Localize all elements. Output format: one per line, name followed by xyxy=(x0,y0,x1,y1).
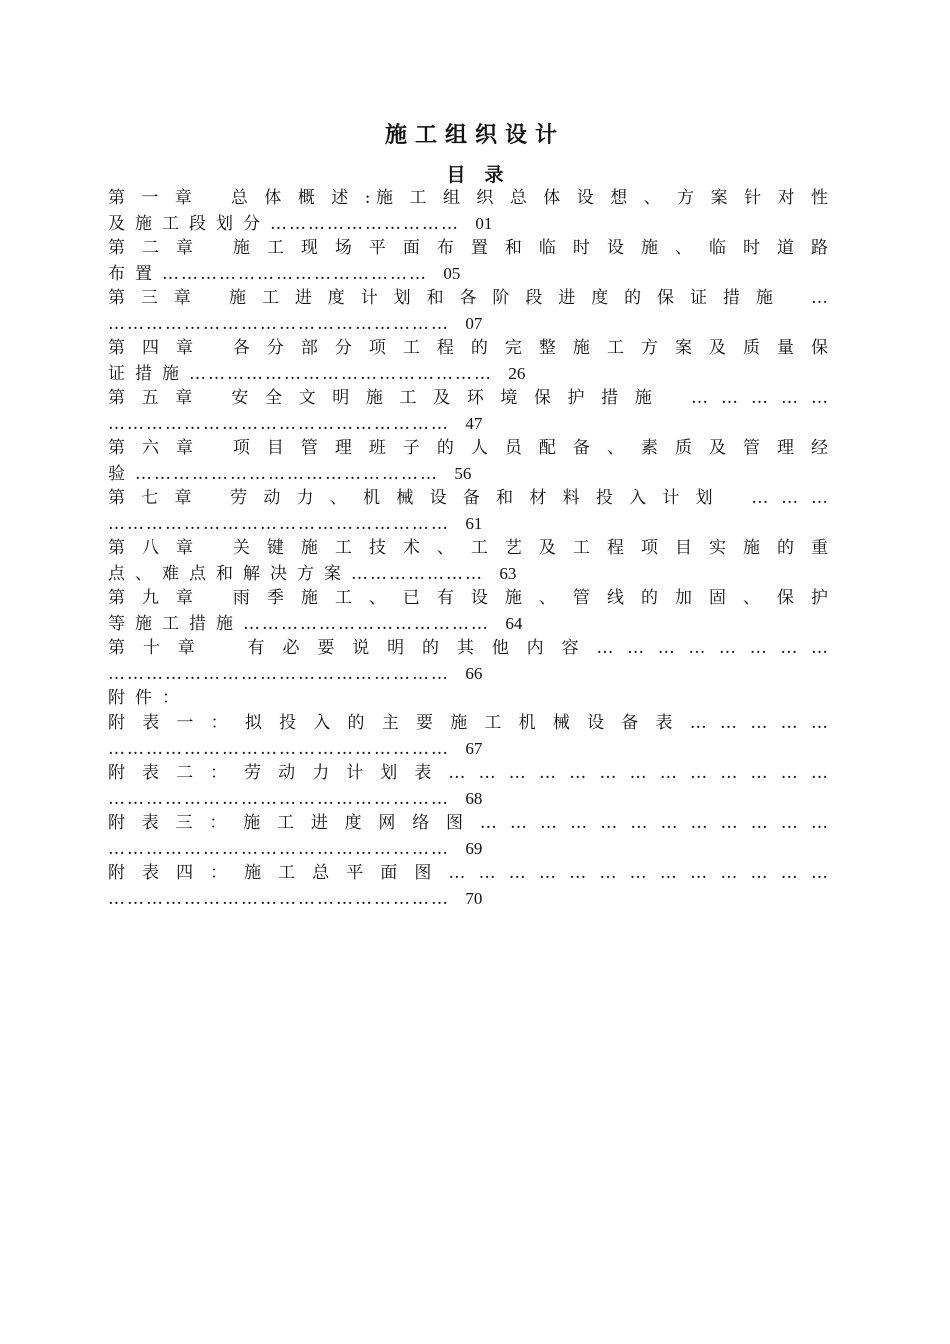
toc-entry-chapter-2-line1[interactable]: 第 二 章 施 工 现 场 平 面 布 置 和 临 时 设 施 、 临 时 道 路 xyxy=(108,238,830,258)
toc-entry-appendix-2-line1[interactable]: 附 表 二 ： 劳 动 力 计 划 表 … … … … … … … … … … … … … xyxy=(108,763,830,783)
toc-entry-text: 证措施 xyxy=(108,364,189,384)
page-number: 68 xyxy=(465,789,483,808)
leader-dots: ……………………………………………… xyxy=(108,839,450,859)
page-number: 64 xyxy=(505,614,523,633)
toc-entry-appendix-1-line2[interactable] xyxy=(108,736,830,761)
toc-entry-chapter-3-line2[interactable] xyxy=(108,311,830,336)
page-number: 70 xyxy=(465,889,483,908)
toc-entry-chapter-7-line2[interactable] xyxy=(108,511,830,536)
page-number: 01 xyxy=(475,214,493,233)
leader-dots: ……………………………………………… xyxy=(108,889,450,909)
toc-entry-chapter-3-line1[interactable]: 第 三 章 施 工 进 度 计 划 和 各 阶 段 进 度 的 保 证 措 施 … xyxy=(108,288,830,308)
leader-dots: ……………………………………………… xyxy=(108,314,450,334)
toc-entry-chapter-6-line1[interactable]: 第 六 章 项 目 管 理 班 子 的 人 员 配 备 、 素 质 及 管 理 经 xyxy=(108,438,830,458)
leader-dots: ……………………………………………… xyxy=(108,789,450,809)
page-number: 47 xyxy=(465,414,483,433)
toc-entry-appendix-3-line1[interactable]: 附 表 三 ： 施 工 进 度 网 络 图 … … … … … … … … … … … … xyxy=(108,813,830,833)
toc-entry-appendix-2-line2[interactable] xyxy=(108,786,830,811)
leader-dots: ………………………………… xyxy=(243,614,490,634)
toc-entry-chapter-10-line2[interactable] xyxy=(108,661,830,686)
page-number: 63 xyxy=(499,564,517,583)
page-number: 67 xyxy=(465,739,483,758)
toc-entry-appendix-4-line1[interactable]: 附 表 四 ： 施 工 总 平 面 图 … … … … … … … … … … … … … xyxy=(108,863,830,883)
leader-dots: ………………… xyxy=(351,564,484,584)
page-number: 66 xyxy=(465,664,483,683)
toc-entry-chapter-4-line1[interactable]: 第 四 章 各 分 部 分 项 工 程 的 完 整 施 工 方 案 及 质 量 保 xyxy=(108,338,830,358)
toc-entry-chapter-5-line2[interactable] xyxy=(108,411,830,436)
toc-entry-chapter-1-line1[interactable]: 第 一 章 总 体 概 述 :施 工 组 织 总 体 设 想 、 方 案 针 对 性 xyxy=(108,188,830,208)
page-number: 05 xyxy=(443,264,461,283)
toc-entry-chapter-9-line2[interactable] xyxy=(108,611,830,636)
leader-dots: ……………………………………………… xyxy=(108,514,450,534)
toc-entry-chapter-8-line1[interactable]: 第 八 章 关 键 施 工 技 术 、 工 艺 及 工 程 项 目 实 施 的 重 xyxy=(108,538,830,558)
toc-entry-chapter-1-line2[interactable] xyxy=(108,211,830,236)
leader-dots: ………………………… xyxy=(270,214,460,234)
toc-entry-appendix-3-line2[interactable] xyxy=(108,836,830,861)
toc-entry-chapter-9-line1[interactable]: 第 九 章 雨 季 施 工 、 已 有 设 施 、 管 线 的 加 固 、 保 护 xyxy=(108,588,830,608)
toc-entry-text: 及施工段划分 xyxy=(108,214,270,234)
toc-entry-chapter-2-line2[interactable] xyxy=(108,261,830,286)
toc-entry-appendix-1-line1[interactable]: 附 表 一 ： 拟 投 入 的 主 要 施 工 机 械 设 备 表 … … … … … xyxy=(108,713,830,733)
toc-entry-chapter-4-line2[interactable] xyxy=(108,361,830,386)
leader-dots: ……………………………………………… xyxy=(108,664,450,684)
toc-entry-chapter-5-line1[interactable]: 第 五 章 安 全 文 明 施 工 及 环 境 保 护 措 施 … … … … … xyxy=(108,388,830,408)
page-number: 61 xyxy=(465,514,483,533)
page-number: 07 xyxy=(465,314,483,333)
leader-dots: ……………………………………………… xyxy=(108,739,450,759)
table-of-contents xyxy=(108,186,830,911)
leader-dots: ………………………………………… xyxy=(189,364,493,384)
page-number: 26 xyxy=(508,364,526,383)
toc-entry-text: 等施工措施 xyxy=(108,614,243,634)
toc-entry-appendix-4-line2[interactable] xyxy=(108,886,830,911)
leader-dots: …………………………………… xyxy=(162,264,428,284)
page-number: 56 xyxy=(454,464,472,483)
toc-entry-text: 布置 xyxy=(108,264,162,284)
toc-entry-text: 验 xyxy=(108,464,135,484)
toc-entry-chapter-8-line2[interactable] xyxy=(108,561,830,586)
toc-entry-chapter-6-line2[interactable] xyxy=(108,461,830,486)
toc-heading: 目 录 xyxy=(446,164,504,186)
toc-entry-chapter-10-line1[interactable]: 第 十 章 有 必 要 说 明 的 其 他 内 容 … … … … … … … … xyxy=(108,638,830,658)
leader-dots: ……………………………………………… xyxy=(108,414,450,434)
leader-dots: ………………………………………… xyxy=(135,464,439,484)
page-number: 69 xyxy=(465,839,483,858)
appendix-label: 附件： xyxy=(108,688,189,708)
toc-entry-text: 点、难点和解决方案 xyxy=(108,564,351,584)
toc-entry-chapter-7-line1[interactable]: 第 七 章 劳 动 力 、 机 械 设 备 和 材 料 投 入 计 划 … … … xyxy=(108,488,830,508)
document-title: 施工组织设计 xyxy=(384,122,565,148)
